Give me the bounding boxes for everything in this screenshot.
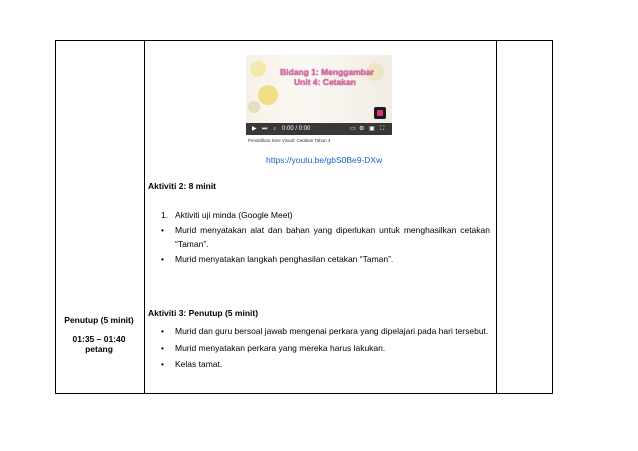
- youtube-link[interactable]: https://youtu.be/gbS0Be9-DXw: [266, 155, 383, 165]
- list-number: 1.: [161, 210, 169, 220]
- settings-icon[interactable]: ⚙: [359, 126, 365, 132]
- play-icon[interactable]: ▶: [252, 126, 257, 132]
- video-controls-bar: [246, 123, 392, 135]
- flower-decoration: [248, 101, 260, 113]
- video-time: 0:00 / 0:00: [282, 126, 311, 132]
- video-thumbnail[interactable]: [246, 55, 392, 135]
- volume-icon[interactable]: ♪: [273, 126, 276, 132]
- flower-decoration: [250, 61, 266, 77]
- list-item: Murid menyatakan langkah penghasilan cetakan “Taman”.: [175, 254, 394, 264]
- next-icon[interactable]: ⏭: [262, 126, 268, 132]
- bullet-glyph: •: [161, 326, 164, 336]
- bullet-glyph: •: [161, 343, 164, 353]
- subtitles-icon[interactable]: ▭: [350, 126, 356, 132]
- list-item: Kelas tamat.: [175, 359, 223, 369]
- youtube-logo-icon[interactable]: ▣: [369, 126, 375, 132]
- flower-decoration: [258, 85, 278, 105]
- aktiviti3-heading: Aktiviti 3: Penutup (5 minit): [148, 308, 259, 318]
- penutup-label: Penutup (5 minit): [64, 315, 134, 325]
- penutup-time: 01:35 – 01:40: [72, 334, 126, 344]
- bullet-glyph: •: [161, 359, 164, 369]
- list-item: Murid menyatakan alat dan bahan yang diperlukan untuk menghasilkan cetakan: [175, 225, 490, 235]
- list-item: Aktiviti uji minda (Google Meet): [175, 210, 293, 220]
- penutup-time-period: petang: [85, 344, 113, 354]
- list-item: Murid menyatakan perkara yang mereka harus lakukan.: [175, 343, 386, 353]
- aktiviti2-heading: Aktiviti 2: 8 minit: [148, 181, 217, 191]
- fullscreen-icon[interactable]: ⛶: [380, 126, 385, 132]
- video-title-line1: Bidang 1: Menggambar: [280, 67, 374, 77]
- channel-badge: [374, 107, 386, 119]
- list-item: Murid dan guru bersoal jawab mengenai perkara yang dipelajari pada hari tersebut.: [175, 326, 489, 336]
- column-divider-left: [144, 41, 145, 393]
- bullet-glyph: •: [161, 254, 164, 264]
- list-item-continuation: “Taman”.: [175, 239, 209, 249]
- bullet-glyph: •: [161, 225, 164, 235]
- video-caption: Pendidikan Seni Visual: Cetakan Tahun 4: [248, 138, 331, 143]
- column-divider-right: [496, 41, 497, 393]
- video-title-line2: Unit 4: Cetakan: [294, 77, 356, 87]
